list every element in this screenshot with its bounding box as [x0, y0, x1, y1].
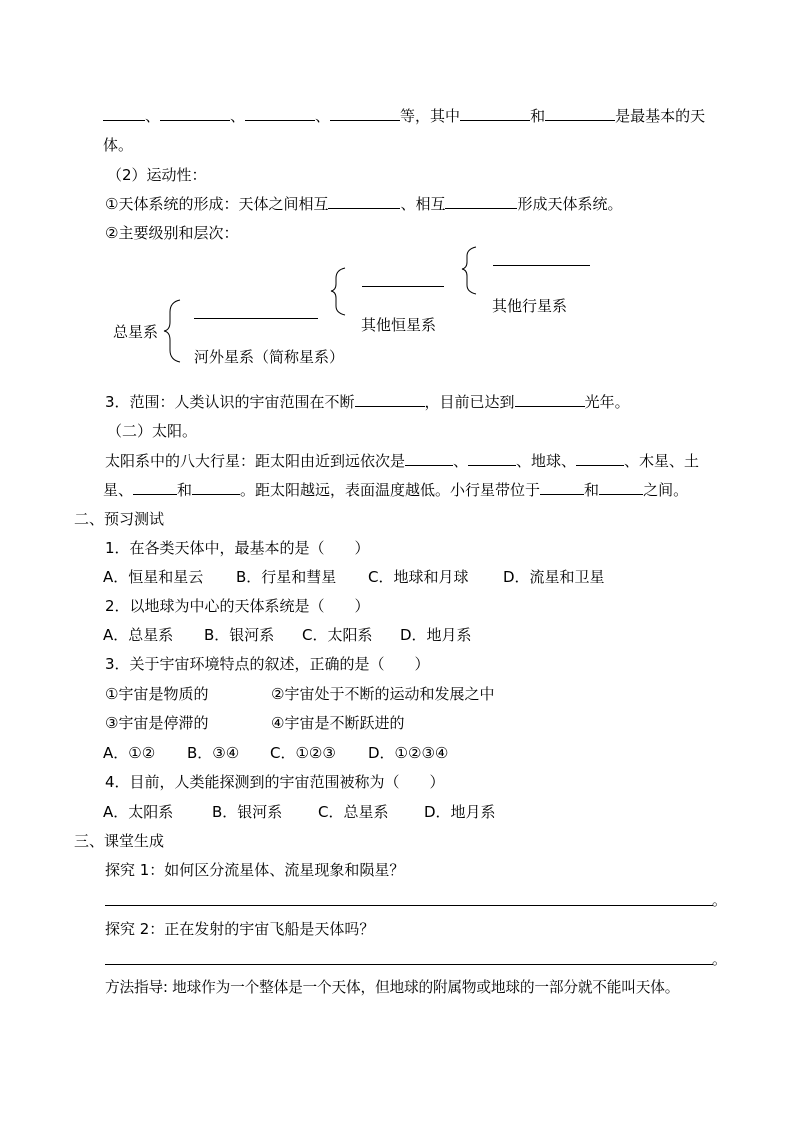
explore-1: 探究 1：如何区分流星体、流星现象和陨星？: [105, 861, 405, 879]
blank-field[interactable]: [493, 265, 590, 266]
q4-stem: 4．目前，人类能探测到的宇宙范围被称为（ ）: [105, 773, 445, 791]
diagram-extragalactic: 河外星系（简称星系）: [194, 348, 345, 366]
blank-field[interactable]: [540, 480, 584, 495]
blank-field[interactable]: [468, 451, 516, 466]
sun-heading: （二）太阳。: [107, 422, 198, 440]
blank-field[interactable]: [362, 286, 444, 287]
diagram-root: 总星系: [113, 323, 159, 341]
blank-field[interactable]: [599, 480, 643, 495]
planets-line-1: 太阳系中的八大行星：距太阳由近到远依次是 、 、地球、 、木星、土: [105, 452, 700, 470]
blank-field[interactable]: [194, 318, 318, 319]
q4-option-d[interactable]: D．地月系: [424, 803, 496, 821]
q1-stem: 1．在各类天体中，最基本的是（ ）: [105, 539, 370, 557]
blank-field[interactable]: [192, 480, 240, 495]
q1-option-a[interactable]: A．恒星和星云: [103, 568, 204, 586]
q4-option-a[interactable]: A．太阳系: [103, 803, 174, 821]
answer-period: 。: [712, 891, 728, 909]
blank-field[interactable]: [515, 392, 585, 407]
q1-option-c[interactable]: C．地球和月球: [368, 568, 469, 586]
q2-option-c[interactable]: C．太阳系: [302, 626, 373, 644]
q2-option-d[interactable]: D．地月系: [400, 626, 472, 644]
q3-statement-1: ①宇宙是物质的: [105, 685, 209, 703]
q2-stem: 2．以地球为中心的天体系统是（ ）: [105, 597, 370, 615]
formation-line: ①天体系统的形成：天体之间相互 、相互 形成天体系统。: [105, 195, 623, 213]
q3-statement-3: ③宇宙是停滞的: [105, 714, 209, 732]
blank-field[interactable]: [405, 451, 453, 466]
q2-option-a[interactable]: A．总星系: [103, 626, 174, 644]
blank-field[interactable]: [355, 392, 425, 407]
answer-period: 。: [712, 950, 728, 968]
diagram-other-planets: 其他行星系: [492, 297, 568, 315]
explore-2: 探究 2：正在发射的宇宙飞船是天体吗？: [105, 920, 375, 938]
q1-option-b[interactable]: B．行星和彗星: [236, 568, 337, 586]
q4-option-b[interactable]: B．银河系: [212, 803, 283, 821]
blank-field[interactable]: [576, 451, 624, 466]
q3-option-b[interactable]: B．③④: [187, 744, 240, 762]
planets-line-2: 星、 和 。距太阳越远，表面温度越低。小行星带位于 和 之间。: [103, 481, 689, 499]
line-2: 体。: [103, 136, 134, 154]
section-3-title: 三、课堂生成: [74, 832, 165, 850]
line-1: 、 、 、 等，其中 和 是最基本的天: [103, 106, 705, 126]
diagram-other-stars: 其他恒星系: [361, 316, 437, 334]
q3-statement-2: ②宇宙处于不断的运动和发展之中: [271, 685, 495, 703]
section-2-title: 二、预习测试: [74, 510, 165, 528]
q4-option-c[interactable]: C．总星系: [318, 803, 389, 821]
q1-option-d[interactable]: D．流星和卫星: [503, 568, 605, 586]
answer-line[interactable]: [105, 964, 713, 965]
q3-option-a[interactable]: A．①②: [103, 744, 156, 762]
q2-option-b[interactable]: B．银河系: [204, 626, 275, 644]
motion-heading: （2）运动性：: [107, 166, 207, 184]
q3-option-d[interactable]: D．①②③④: [368, 744, 449, 762]
blank-field[interactable]: [133, 480, 177, 495]
range-line: 3．范围：人类认识的宇宙范围在不断 ，目前已达到 光年。: [105, 393, 630, 411]
q3-statement-4: ④宇宙是不断跃进的: [271, 714, 405, 732]
answer-line[interactable]: [105, 905, 713, 906]
q3-option-c[interactable]: C．①②③: [270, 744, 336, 762]
method-guide: 方法指导: 地球作为一个整体是一个天体，但地球的附属物或地球的一部分就不能叫天体。: [105, 979, 680, 996]
levels-heading: ②主要级别和层次：: [105, 224, 239, 242]
q3-stem: 3．关于宇宙环境特点的叙述，正确的是（ ）: [105, 655, 430, 673]
